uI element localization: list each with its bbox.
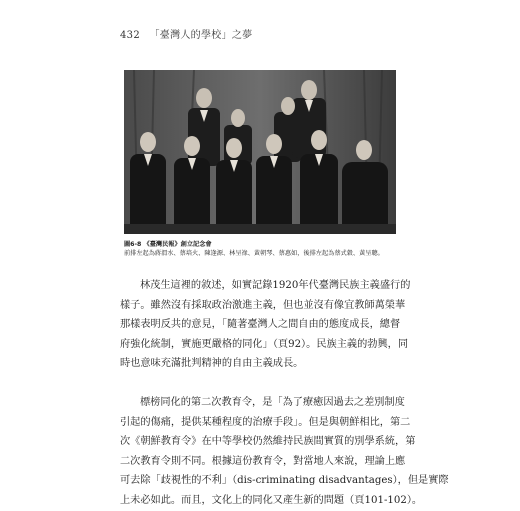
body-text xyxy=(120,276,449,511)
running-header xyxy=(120,26,252,41)
text-line: 標榜同化的第二次教育令，是「為了療癒因過去之差別制度 xyxy=(140,396,405,408)
text-line: 可去除「歧視性的不利」（dis-criminating disadvantages），但是實際 xyxy=(120,475,449,487)
figure-photo xyxy=(124,70,396,234)
book-title: 「臺灣人的學校」之夢 xyxy=(149,30,253,41)
caption-text: 前排左起為蔣渭水、蔡培火、陳逢源、林呈祿、黃朝琴、蔡惠如，後排左起為蔡式穀、黃呈聰。 xyxy=(124,250,384,257)
figure-caption xyxy=(124,240,414,258)
text-line: 引起的傷痛，提供某種程度的治療手段」。但是與朝鮮相比，第二 xyxy=(120,416,411,428)
text-line: 時也意味充滿批判精神的自由主義成長。 xyxy=(120,358,304,370)
text-line: 上未必如此。而且，文化上的同化又產生新的問題（頁101-102）。 xyxy=(120,494,423,506)
text-line: 府強化統制，實施更嚴格的同化」（頁92）。民族主義的勃興，同 xyxy=(120,338,409,350)
caption-title: 圖6-8 《臺灣民報》創立記念會 xyxy=(124,241,212,248)
text-line: 那樣表明反共的意見，「隨著臺灣人之間自由的態度成長，總督 xyxy=(120,319,401,331)
paragraph-1 xyxy=(120,276,411,374)
text-line: 樣子。雖然沒有採取政治激進主義，但也並沒有像宜教師萬榮華 xyxy=(120,299,406,311)
text-line: 次《朝鮮教育令》在中等學校仍然維持民族間實質的別學系統，第 xyxy=(120,436,416,448)
paragraph-2 xyxy=(120,393,449,511)
text-line: 林茂生這裡的敘述，如實記錄1920年代臺灣民族主義盛行的 xyxy=(140,280,411,291)
group-portrait-image xyxy=(124,70,396,234)
text-line: 二次教育令則不同。根據這份教育令，對當地人來說，理論上應 xyxy=(120,455,406,467)
page-number: 432 xyxy=(120,30,140,41)
